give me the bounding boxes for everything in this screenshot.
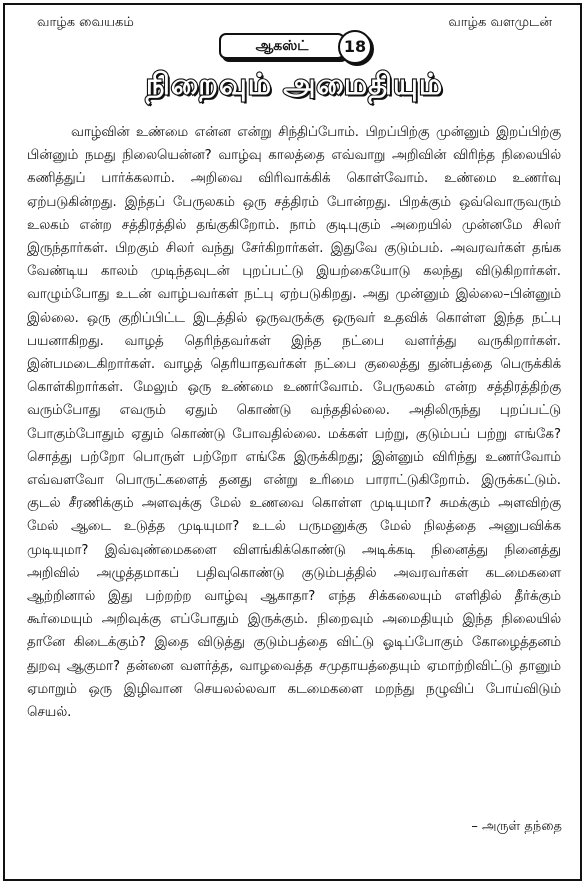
header-left-motto: வாழ்க வையகம் bbox=[37, 15, 134, 30]
body-paragraph: வாழ்வின் உண்மை என்ன என்று சிந்திப்போம். பிறப்பிற்கு முன்னும் இறப்பிற்கு பின்னும் நமது நிலையென்ன? வாழ்வு காலத்தை எவ்வாறு அறிவின் விரிந்த நிலையில் கணித்துப் பார்க்கலாம். அறிவை விரிவாக்கிக் கொள்வோம். உண்மை உணர்வு ஏற்படுகின்றது. இந்தப் பேருலகம் ஒரு சத்திரம் போன்றது. பிறக்கும் ஒவ்வொருவரும் உலகம் என்ற சத்திரத்தில் தங்குகிறோம். நாம் குடிபுகும் அறையில் முன்னமே சிலர் இருந்தார்கள். பிறகும் சிலர் வந்து சேர்கிறார்கள். இதுவே குடும்பம். அவரவர்கள் தங்க வேண்டிய காலம் முடிந்தவுடன் புறப்பட்டு இயற்கையோடு கலந்து விடுகிறார்கள். வாழும்போது உடன் வாழ்பவர்கள் நட்பு ஏற்படுகிறது. அது முன்னும் இல்லை–பின்னும் இல்லை. ஒரு குறிப்பிட்ட இடத்தில் ஒருவருக்கு ஒருவர் உதவிக் கொள்ள இந்த நட்பு பயனாகிறது. வாழத் தெரிந்தவர்கள் இந்த நட்பை வளர்த்து வருகிறார்கள். இன்பமடைகிறார்கள். வாழத் தெரியாதவர்கள் நட்பை குலைத்து துன்பத்தை பெருக்கிக் கொள்கிறார்கள். மேலும் ஒரு உண்மை உணர்வோம். பேருலகம் என்ற சத்திரத்திற்கு வரும்போது எவரும் ஏதும் கொண்டு வந்ததில்லை. அதிலிருந்து புறப்பட்டு போகும்போதும் ஏதும் கொண்டு போவதில்லை. மக்கள் பற்று, குடும்பப் பற்று எங்கே? சொத்து பற்றோ பொருள் பற்றோ எங்கே இருக்கிறது; இன்னும் விரிந்து உணர்வோம் எவ்வளவோ பொருட்களைத் தனது என்று உரிமை பாராட்டுகிறோம். இருக்கட்டும். குடல் சீரணிக்கும் அளவுக்கு மேல் உணவை கொள்ள முடியுமா? சுமக்கும் அளவிற்கு மேல் ஆடை உடுத்த முடியுமா? உடல் பருமனுக்கு மேல் நிலத்தை அனுபவிக்க முடியுமா? இவ்வுண்மைகளை விளங்கிக்கொண்டு அடிக்கடி நினைத்து நினைத்து அறிவில் அழுத்தமாகப் பதிவுகொண்டு குடும்பத்தில் அவரவர்கள் கடமைகளை ஆற்றினால் இது பற்றற்ற வாழ்வு ஆகாதா? எந்த சிக்கலையும் எளிதில் தீர்க்கும் கூர்மையும் அறிவுக்கு எப்போதும் இருக்கும். நிறைவும் அமைதியும் இந்த நிலையில் தானே கிடைக்கும்? இதை விடுத்து குடும்பத்தை விட்டு ஓடிப்போகும் கோழைத்தனம் துறவு ஆகுமா? தன்னை வளர்த்த, வாழவைத்த சமுதாயத்தையும் ஏமாற்றிவிட்டு தானும் ஏமாறும் ஒரு இழிவான செயலல்லவா கடமைகளை மறந்து நழுவிப் போய்விடும் செயல். bbox=[27, 125, 561, 721]
month-label: ஆகஸ்ட் bbox=[219, 33, 345, 59]
day-number: 18 bbox=[338, 30, 372, 64]
page-title: நிறைவும் அமைதியும் bbox=[145, 67, 444, 101]
page-frame bbox=[3, 3, 582, 881]
header-right-motto: வாழ்க வளமுடன் bbox=[448, 15, 552, 30]
signature: – அருள் தந்தை bbox=[471, 819, 562, 834]
